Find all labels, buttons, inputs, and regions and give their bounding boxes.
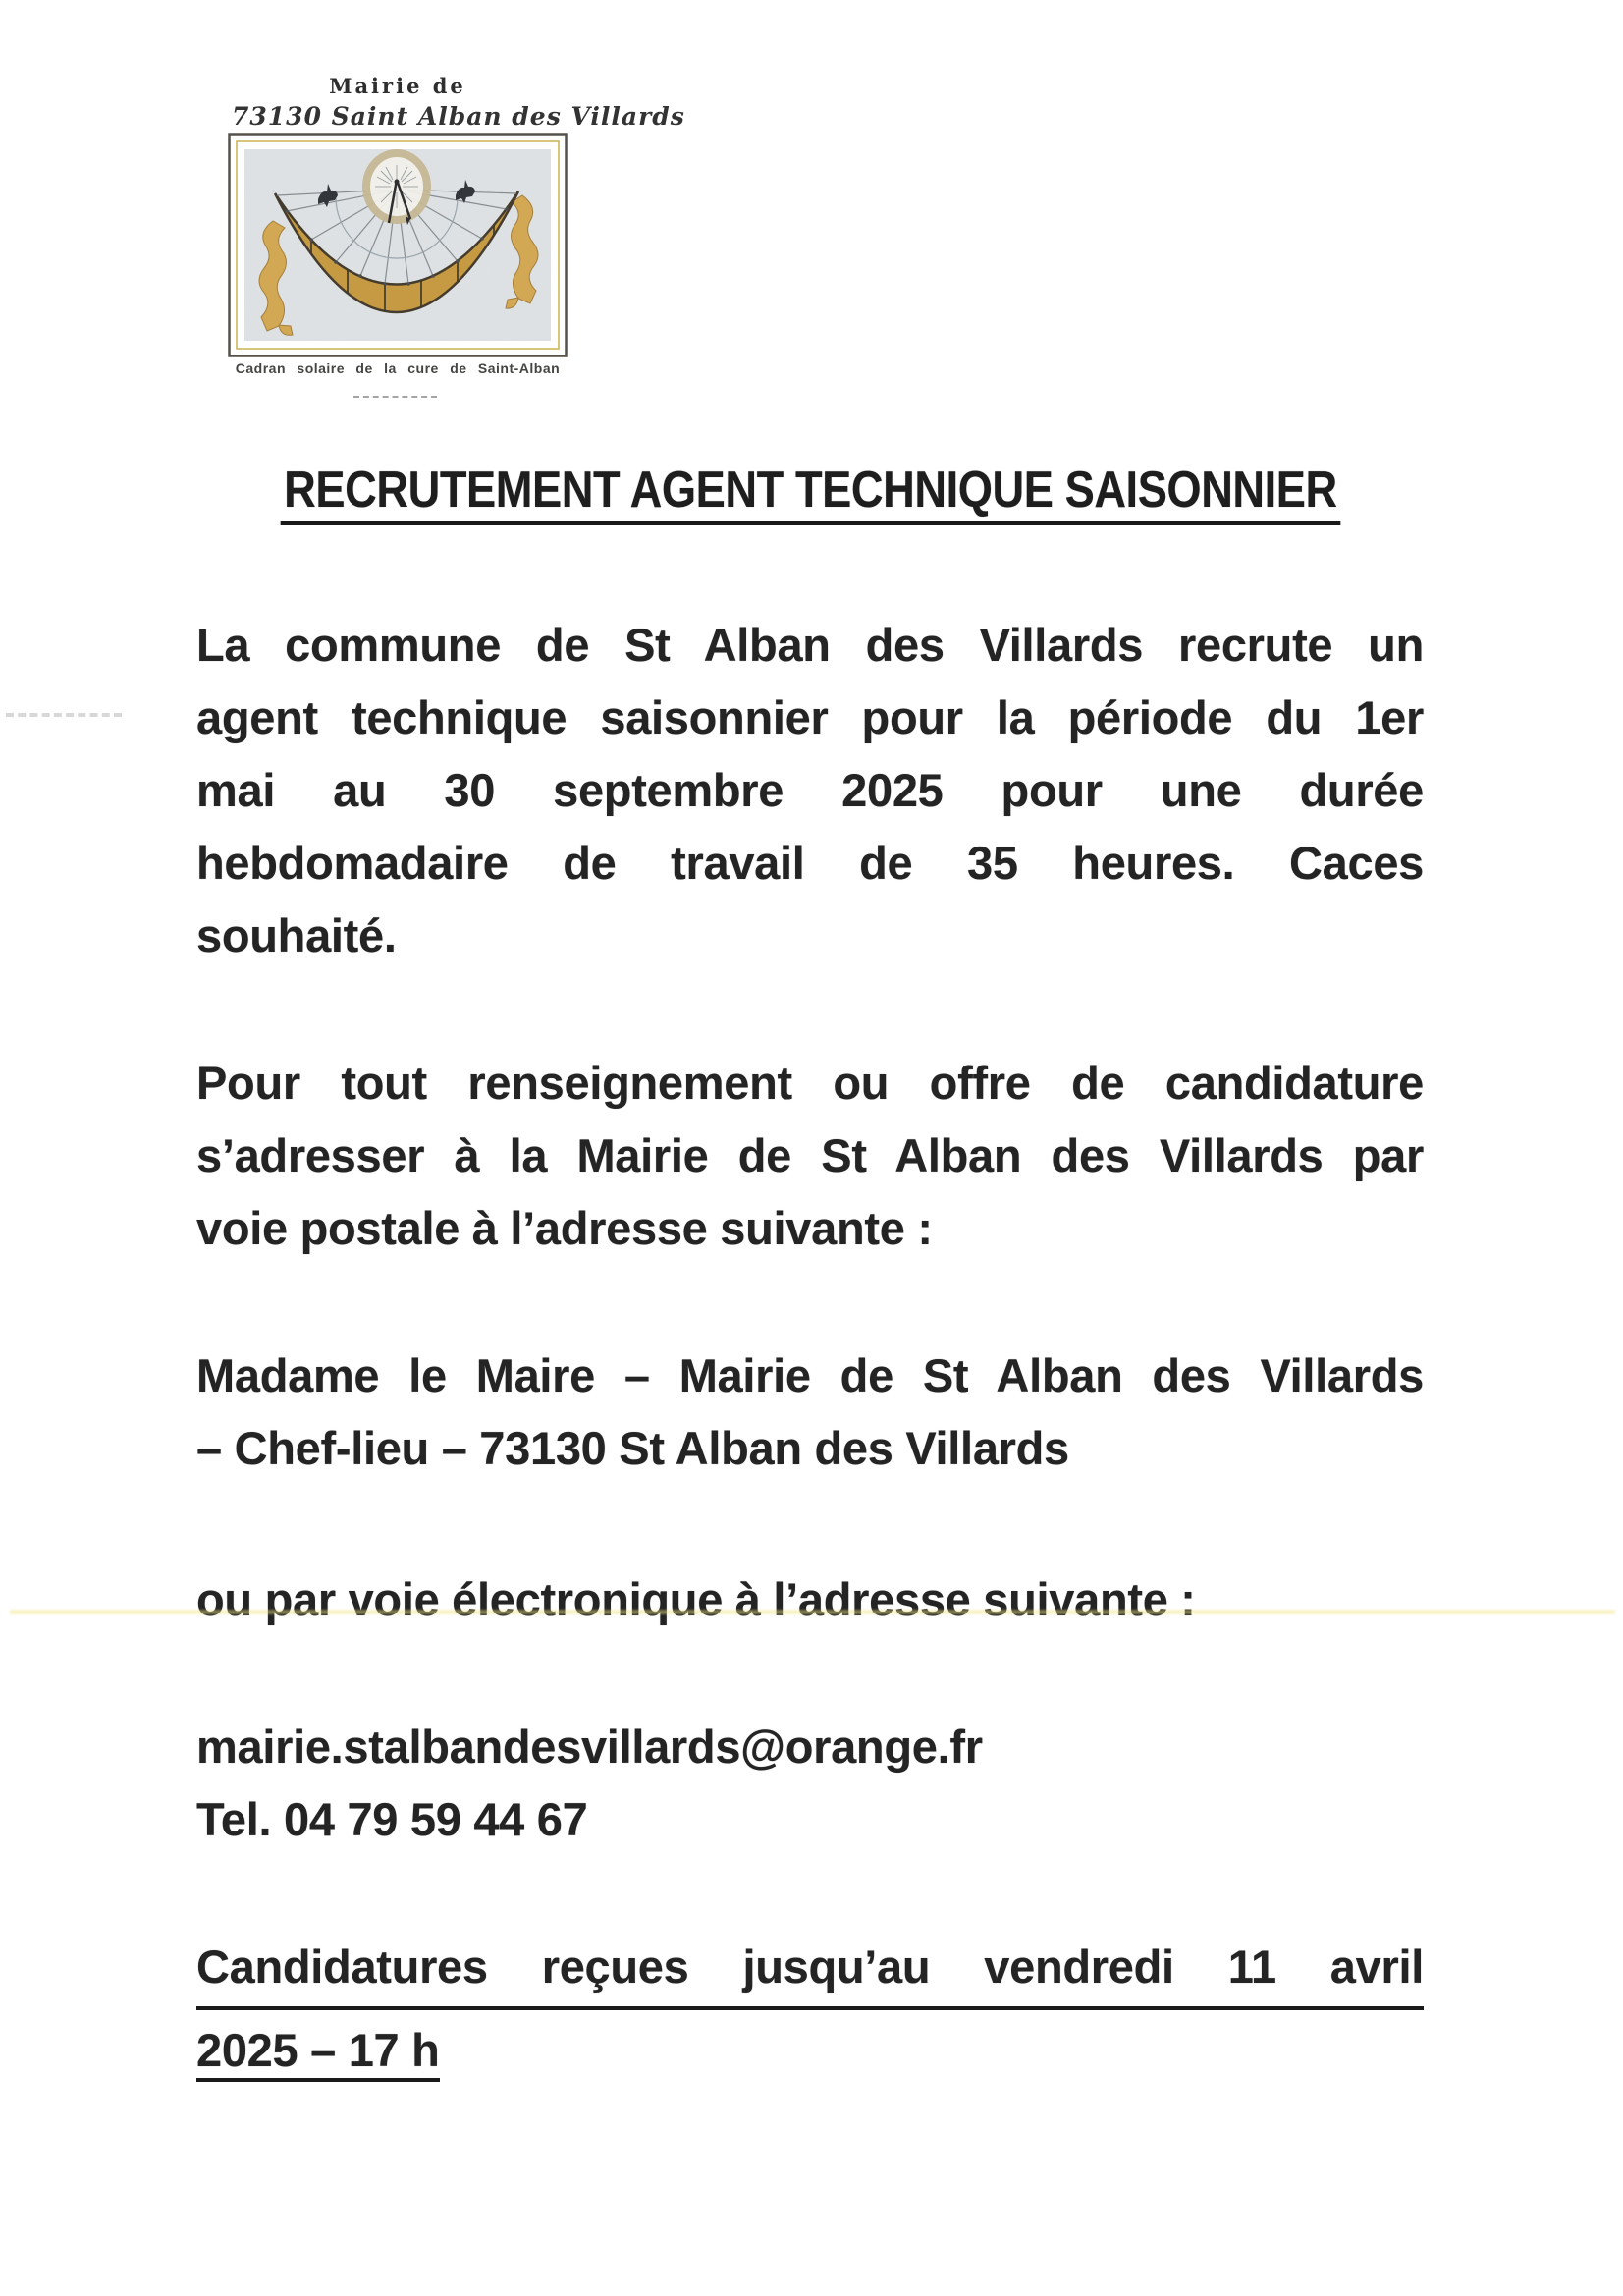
- paragraph-recruitment-intro: [196, 609, 1424, 972]
- letterhead-org-line1: Mairie de: [329, 74, 466, 98]
- paragraph-postal-address: [196, 1339, 1424, 1485]
- text-line: Pour tout renseignement ou offre de candidature: [196, 1057, 1424, 1109]
- text-line: voie postale à l’adresse suivante :: [196, 1202, 933, 1254]
- text-line: agent technique saisonnier pour la période du 1er: [196, 691, 1424, 743]
- text-line: mai au 30 septembre 2025 pour une durée: [196, 764, 1424, 816]
- text-line: s’adresser à la Mairie de St Alban des Villards par: [196, 1129, 1424, 1181]
- sun-hub-icon: [366, 153, 427, 225]
- phone-number: Tel. 04 79 59 44 67: [196, 1793, 588, 1845]
- deadline-line-1: Candidatures reçues jusqu’au vendredi 11 avril: [196, 1931, 1424, 2010]
- deadline-line-2: [196, 2014, 1424, 2087]
- document-title: [196, 463, 1424, 530]
- paragraph-deadline: [196, 1931, 1424, 2087]
- mairie-letterhead: [226, 74, 685, 376]
- paragraph-contact-postal: [196, 1047, 1424, 1265]
- email-address: mairie.stalbandesvillards@orange.fr: [196, 1721, 983, 1773]
- sundial-logo-image: [228, 133, 568, 357]
- text-line: ou par voie électronique à l’adresse suivante :: [196, 1573, 1196, 1625]
- scan-artifact-yellow-line: [10, 1610, 1615, 1614]
- paragraph-email-phone: [196, 1711, 1424, 1856]
- document-title-text: RECRUTEMENT AGENT TECHNIQUE SAISONNIER: [280, 463, 1340, 525]
- text-line: La commune de St Alban des Villards recrute un: [196, 619, 1424, 671]
- sundial-drawing: [228, 133, 568, 357]
- text-line: Madame le Maire – Mairie de St Alban des Villards: [196, 1349, 1424, 1401]
- deadline-line-2-text: 2025 – 17 h: [196, 2024, 440, 2082]
- caption-dash-rule: [353, 396, 437, 398]
- letterhead-commune-name: 73130 Saint Alban des Villards: [232, 102, 685, 131]
- paragraph-contact-electronic: [196, 1563, 1424, 1636]
- letterhead-org-line2: [226, 102, 685, 131]
- text-line: souhaité.: [196, 909, 397, 961]
- text-line: hebdomadaire de travail de 35 heures. Caces: [196, 837, 1424, 889]
- scan-artifact-gray-streak: [6, 713, 122, 717]
- text-line: – Chef-lieu – 73130 St Alban des Villards: [196, 1422, 1069, 1474]
- sundial-caption: Cadran solaire de la cure de Saint-Alban: [235, 360, 561, 376]
